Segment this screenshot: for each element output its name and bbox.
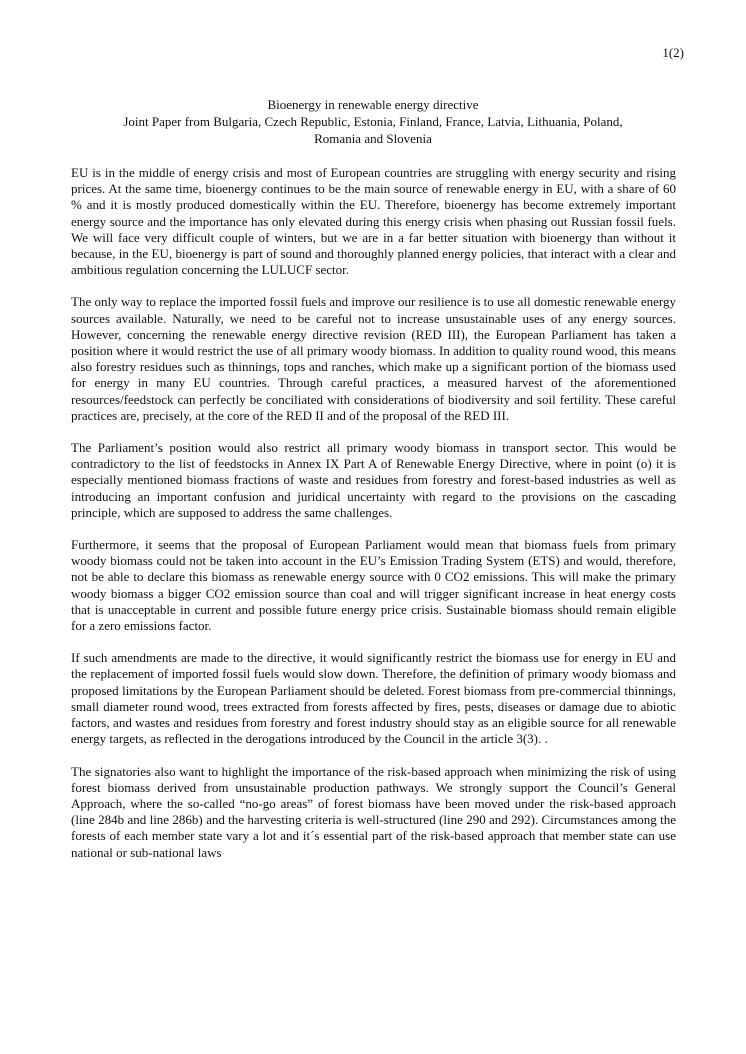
paragraph-domestic-sources: The only way to replace the imported fossil fuels and improve our resilience is to use all domestic renewable energy sources available. Naturally, we need to be careful not to increase unsustainable uses of any energy sources. However, concerning the renewable energy directive revision (RED III), the European Parliament has taken a position where it would restrict the use of all primary woody biomass. In addition to quality round wood, this means also forestry residues such as thinnings, tops and ranches, which make up a significant portion of the biomass used for energy in many EU countries. Through careful practices, a measured harvest of the aforementioned resources/feedstock can perfectly be conciliated with considerations of biodiversity and soil fertility. These careful practices are, precisely, at the core of the RED II and of the proposal of the RED III.	[71, 294, 676, 423]
page-number: 1(2)	[662, 45, 684, 60]
paragraph-emission-trading: Furthermore, it seems that the proposal of European Parliament would mean that biomass fuels from primary woody biomass could not be taken into account in the EU’s Emission Trading System (ETS) and would, therefore, not be able to declare this biomass as renewable energy source with 0 CO2 emissions. This will make the primary woody biomass a bigger CO2 emission source than coal and will trigger significant increase in heat energy costs that is unacceptable in current and possible future energy price crisis. Sustainable biomass should remain eligible for a zero emissions factor.	[71, 537, 676, 634]
document-subtitle-line-2: Romania and Slovenia	[314, 131, 432, 146]
document-body	[71, 165, 676, 877]
paragraph-risk-based-approach: The signatories also want to highlight the importance of the risk-based approach when minimizing the risk of using forest biomass derived from unsustainable production pathways. We strongly support the Council’s General Approach, where the so-called “no-go areas” of forest biomass have been moved under the risk-based approach (line 284b and line 286b) and the harvesting criteria is well-structured (line 290 and 292). Circumstances among the forests of each member state vary a lot and it´s essential part of the risk-based approach that member state can use national or sub-national laws	[71, 763, 676, 860]
paragraph-amendments: If such amendments are made to the directive, it would significantly restrict the biomass use for energy in EU and the replacement of imported fossil fuels would slow down. Therefore, the definition of primary woody biomass and proposed limitations by the European Parliament should be deleted. Forest biomass from pre-commercial thinnings, small diameter round wood, trees extracted from forests affected by fires, pests, diseases or damage due to abiotic factors, and wastes and residues from forestry and forest industry should stay as an eligible source for all renewable energy targets, as reflected in the derogations introduced by the Council in the article 3(3). .	[71, 650, 676, 747]
title-block	[70, 96, 676, 147]
document-subtitle-line-1: Joint Paper from Bulgaria, Czech Republic, Estonia, Finland, France, Latvia, Lithuania, Poland,	[123, 114, 623, 129]
paragraph-energy-crisis: EU is in the middle of energy crisis and most of European countries are struggling with energy security and rising prices. At the same time, bioenergy continues to be the main source of renewable energy in EU, with a share of 60 % and it is mostly produced domestically within the EU. Therefore, bioenergy has become extremely important energy source and the importance has only elevated during this energy crisis when phasing out Russian fossil fuels. We will face very difficult couple of winters, but we are in a far better situation with bioenergy than without it because, in the EU, bioenergy is part of sound and thoroughly planned energy policies, that interact with a clear and ambitious regulation concerning the LULUCF sector.	[71, 165, 676, 278]
document-title: Bioenergy in renewable energy directive	[267, 97, 479, 112]
paragraph-transport-sector: The Parliament’s position would also restrict all primary woody biomass in transport sector. This would be contradictory to the list of feedstocks in Annex IX Part A of Renewable Energy Directive, where in point (o) it is especially mentioned biomass fractions of waste and residues from forestry and forest-based industries as well as introducing an important confusion and juridical uncertainty with regard to the provisions on the cascading principle, which are supposed to address the same challenges.	[71, 440, 676, 520]
